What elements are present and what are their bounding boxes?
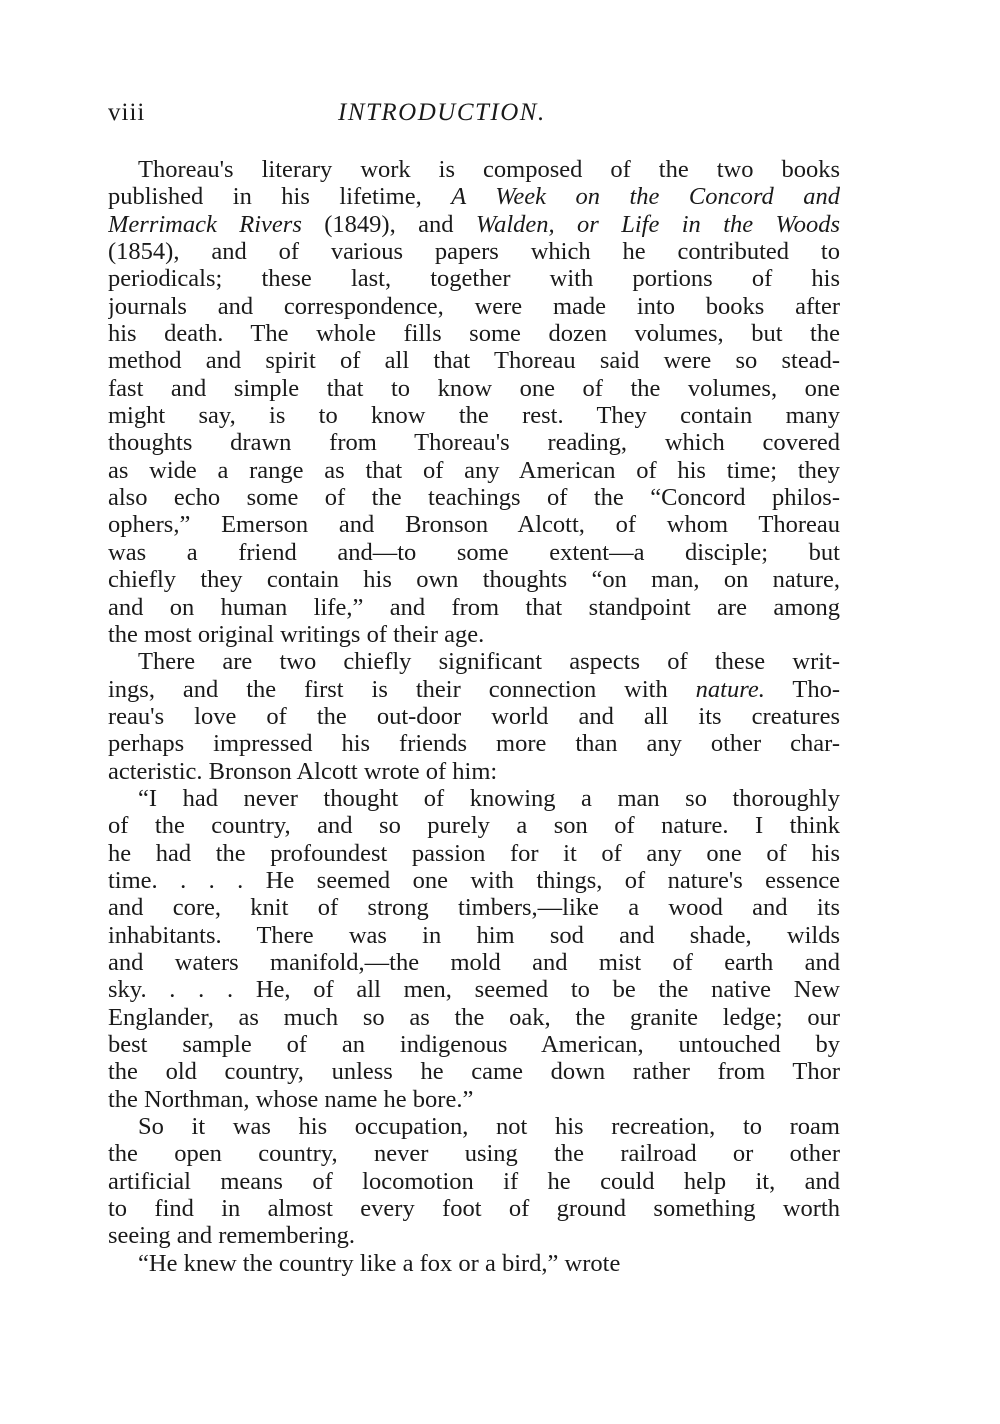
italic-text: nature. <box>695 675 765 703</box>
italic-text: Merrimack Rivers <box>108 210 302 238</box>
text-line: periodicals; these last, together with portions of his <box>108 265 840 293</box>
text-line: So it was his occupation, not his recreation, to roam <box>138 1113 840 1141</box>
text-line: published in his lifetime, A Week on the Concord and <box>108 183 840 211</box>
paragraph <box>108 1250 840 1277</box>
paragraph <box>108 1113 840 1250</box>
text-line: Englander, as much so as the oak, the granite ledge; our <box>108 1003 840 1031</box>
text-line: journals and correspondence, were made into books after <box>108 292 840 320</box>
text-line: “He knew the country like a fox or a bird,” wrote <box>138 1249 621 1277</box>
body-text <box>108 156 840 1277</box>
paragraph <box>108 785 840 1113</box>
text-line: thoughts drawn from Thoreau's reading, which covered <box>108 429 840 457</box>
italic-text: Walden, or Life in the Woods <box>475 210 840 238</box>
text-line: method and spirit of all that Thoreau said were so stead- <box>108 347 840 375</box>
text-line: the most original writings of their age. <box>108 620 485 648</box>
text-line: acteristic. Bronson Alcott wrote of him: <box>108 757 498 785</box>
text-line: (1854), and of various papers which he contributed to <box>108 238 840 266</box>
text-line: his death. The whole fills some dozen volumes, but the <box>108 320 840 348</box>
text-line: he had the profoundest passion for it of any one of his <box>108 839 840 867</box>
text-line: and core, knit of strong timbers,—like a wood and its <box>108 894 840 922</box>
text-line: of the country, and so purely a son of nature. I think <box>108 812 840 840</box>
text-line: sky. . . . He, of all men, seemed to be the native New <box>108 976 840 1004</box>
text-line: and waters manifold,—the mold and mist of earth and <box>108 948 840 976</box>
running-head <box>108 96 840 130</box>
text-line: and on human life,” and from that standpoint are among <box>108 593 840 621</box>
text-line: fast and simple that to know one of the volumes, one <box>108 374 840 402</box>
text-line: artificial means of locomotion if he could help it, and <box>108 1167 840 1195</box>
text-line: also echo some of the teachings of the “Concord philos- <box>108 484 840 512</box>
text-line: inhabitants. There was in him sod and shade, wilds <box>108 921 840 949</box>
text-line: was a friend and—to some extent—a disciple; but <box>108 538 840 566</box>
paragraph <box>108 156 840 648</box>
page-number: viii <box>108 99 146 126</box>
text-line: Merrimack Rivers (1849), and Walden, or Life in the Woods <box>108 210 840 238</box>
paragraph <box>108 648 840 785</box>
text-line: reau's love of the out-door world and all its creatures <box>108 702 840 730</box>
text-line: seeing and remembering. <box>108 1222 355 1250</box>
italic-text: A Week on the Concord and <box>451 183 840 211</box>
text-line: chiefly they contain his own thoughts “on man, on nature, <box>108 566 840 594</box>
text-line: time. . . . He seemed one with things, of nature's essence <box>108 866 840 894</box>
text-line: ings, and the first is their connection with nature. Tho- <box>108 675 840 703</box>
text-line: as wide a range as that of any American of his time; they <box>108 456 840 484</box>
running-title: INTRODUCTION. <box>338 99 546 126</box>
text-line: There are two chiefly significant aspects of these writ- <box>138 648 840 676</box>
text-line: the open country, never using the railroad or other <box>108 1140 840 1168</box>
text-line: best sample of an indigenous American, untouched by <box>108 1031 840 1058</box>
text-line: the Northman, whose name he bore.” <box>108 1085 474 1113</box>
text-line: “I had never thought of knowing a man so thoroughly <box>138 784 840 812</box>
text-line: perhaps impressed his friends more than any other char- <box>108 730 840 758</box>
text-line: the old country, unless he came down rather from Thor <box>108 1058 840 1086</box>
text-line: ophers,” Emerson and Bronson Alcott, of whom Thoreau <box>108 511 840 539</box>
text-line: Thoreau's literary work is composed of the two books <box>138 156 840 183</box>
text-line: might say, is to know the rest. They contain many <box>108 402 840 430</box>
text-line: to find in almost every foot of ground something worth <box>108 1195 840 1223</box>
